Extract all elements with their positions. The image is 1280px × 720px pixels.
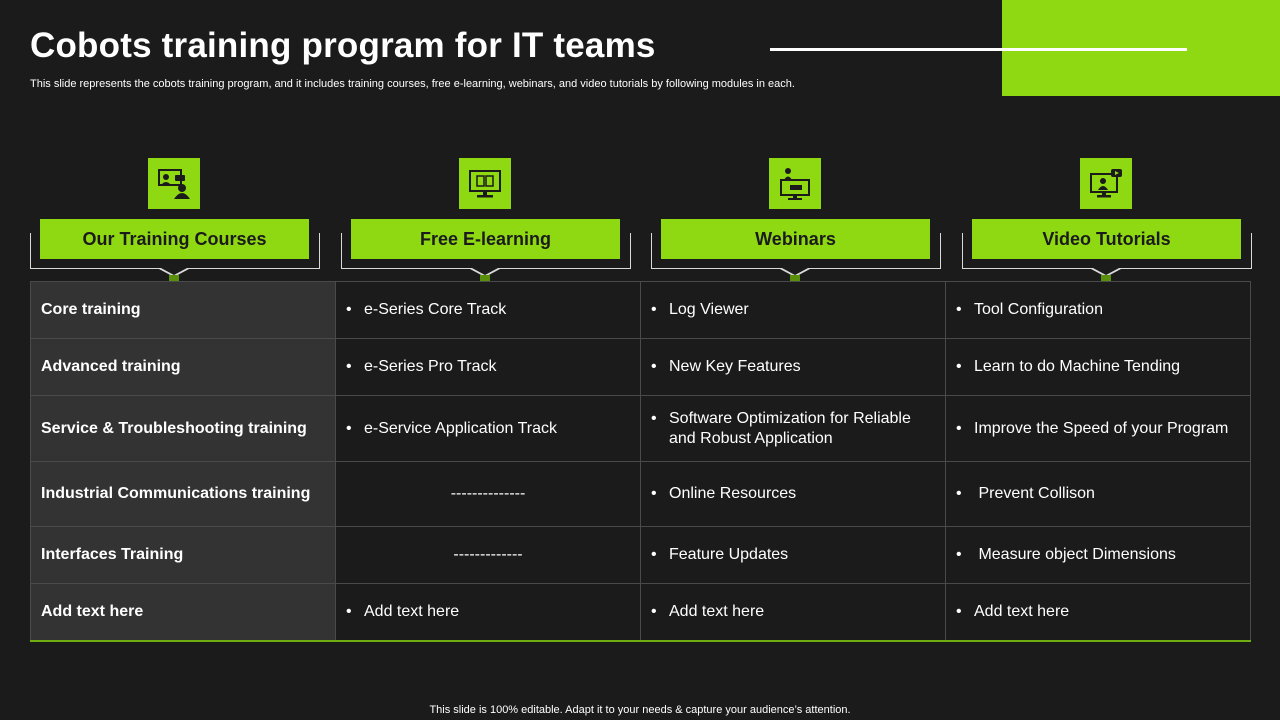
bullet: • — [651, 358, 657, 375]
webinar-presenter-icon — [769, 158, 821, 209]
table-cell — [336, 584, 641, 641]
cell-text: Prevent Collison — [974, 485, 1095, 502]
bullet: • — [956, 419, 962, 437]
table-cell — [946, 527, 1251, 584]
table-cell — [641, 339, 946, 396]
table-cell — [336, 339, 641, 396]
slide-subtitle: This slide represents the cobots training program, and it includes training courses, free e-learning, webinars, and video tutorials by following modules in each. — [30, 78, 795, 90]
table-cell — [641, 282, 946, 339]
table-row — [31, 282, 1251, 339]
cell-text: e-Series Core Track — [364, 301, 507, 318]
slide-title: Cobots training program for IT teams — [30, 26, 656, 65]
table-cell — [641, 396, 946, 462]
table-cell — [641, 462, 946, 527]
row-header: Core training — [31, 282, 336, 339]
cell-text: Add text here — [364, 602, 460, 620]
cell-text: e-Service Application Track — [364, 419, 557, 437]
column-header-free-elearning — [341, 158, 631, 280]
bullet: • — [346, 602, 352, 620]
cell-text: Feature Updates — [669, 546, 789, 563]
cell-text: Learn to do Machine Tending — [974, 358, 1181, 375]
bullet: • — [651, 485, 657, 502]
cell-text: Tool Configuration — [974, 301, 1103, 318]
title-rule — [770, 48, 1187, 51]
bullet: • — [346, 358, 352, 375]
cell-text: Add text here — [974, 602, 1070, 620]
cell-text: New Key Features — [669, 358, 801, 375]
bullet: • — [956, 358, 962, 375]
column-tab-label: Video Tutorials — [972, 219, 1241, 259]
header-notch-inner — [782, 268, 808, 275]
bullet: • — [956, 546, 962, 563]
table-cell — [641, 584, 946, 641]
cell-text: Software Optimization for Reliable and Robust Application — [669, 409, 911, 447]
table-cell — [336, 396, 641, 462]
row-header: Service & Troubleshooting training — [31, 396, 336, 462]
cell-text: Add text here — [669, 602, 765, 620]
column-header-training-courses — [30, 158, 320, 280]
header-notch-inner — [1093, 268, 1119, 275]
table-cell — [946, 584, 1251, 641]
cell-text: Measure object Dimensions — [974, 546, 1176, 563]
table-cell — [946, 339, 1251, 396]
table-cell — [946, 282, 1251, 339]
table-row — [31, 584, 1251, 641]
row-header: Interfaces Training — [31, 527, 336, 584]
presentation-users-icon — [148, 158, 200, 209]
cell-text: Improve the Speed of your Program — [974, 419, 1229, 437]
column-tab-label: Our Training Courses — [40, 219, 309, 259]
cell-text: Log Viewer — [669, 301, 749, 318]
table-cell — [641, 527, 946, 584]
column-tab-label: Webinars — [661, 219, 930, 259]
table-row — [31, 339, 1251, 396]
row-header: Add text here — [31, 584, 336, 641]
video-monitor-icon — [1080, 158, 1132, 209]
table-row — [31, 462, 1251, 527]
column-header-video-tutorials — [962, 158, 1252, 280]
table-row — [31, 396, 1251, 462]
slide-footer: This slide is 100% editable. Adapt it to your needs & capture your audience’s attention. — [429, 704, 851, 716]
table-row — [31, 527, 1251, 584]
table-cell-empty: ------------- — [336, 527, 641, 584]
table-cell — [336, 282, 641, 339]
column-header-webinars — [651, 158, 941, 280]
table-cell — [946, 396, 1251, 462]
training-table — [30, 281, 1251, 642]
bullet: • — [651, 546, 657, 563]
bullet: • — [651, 301, 657, 318]
row-header: Industrial Communications training — [31, 462, 336, 527]
table-cell — [946, 462, 1251, 527]
cell-text: e-Series Pro Track — [364, 358, 497, 375]
bullet: • — [956, 602, 962, 620]
row-header: Advanced training — [31, 339, 336, 396]
table-cell-empty: -------------- — [336, 462, 641, 527]
bullet: • — [651, 602, 657, 620]
monitor-book-icon — [459, 158, 511, 209]
bullet: • — [956, 301, 962, 318]
header-notch-inner — [161, 268, 187, 275]
bullet: • — [651, 409, 657, 427]
column-tab-label: Free E-learning — [351, 219, 620, 259]
bullet: • — [956, 485, 962, 502]
bullet: • — [346, 419, 352, 437]
cell-text: Online Resources — [669, 485, 797, 502]
bullet: • — [346, 301, 352, 318]
header-notch-inner — [472, 268, 498, 275]
